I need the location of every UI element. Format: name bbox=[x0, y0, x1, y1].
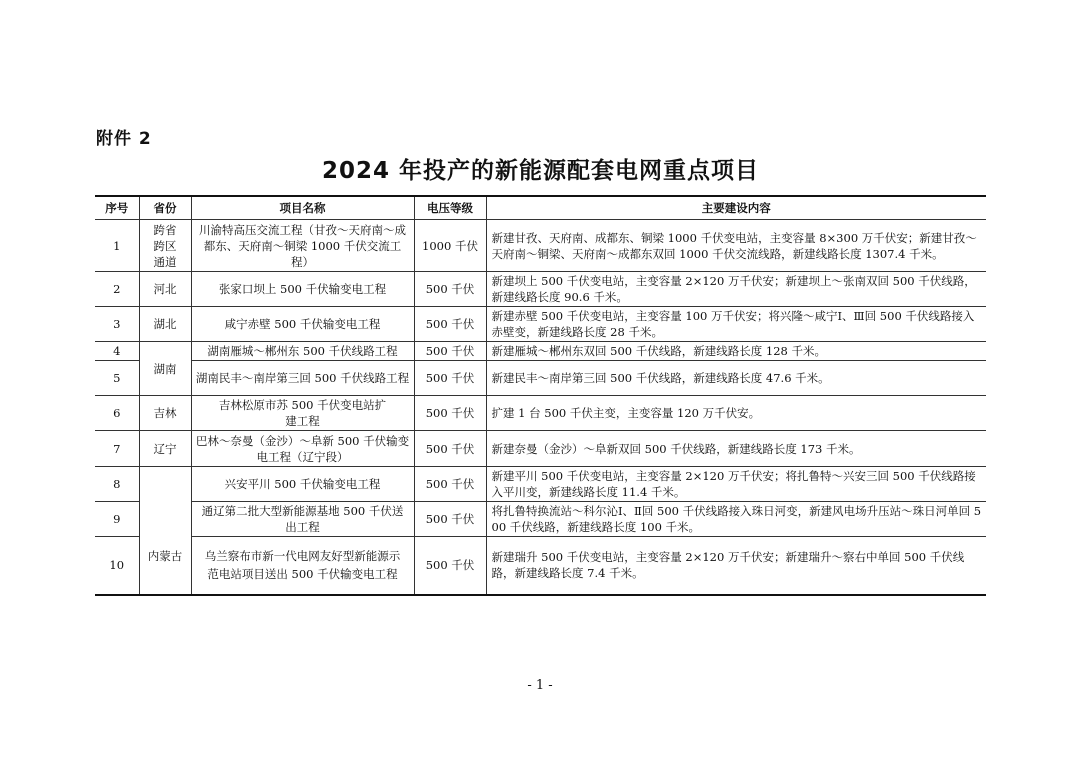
row-project-name: 通辽第二批大型新能源基地 500 千伏送出工程 bbox=[191, 502, 414, 537]
row-content: 新建奈曼（金沙）～阜新双回 500 千伏线路，新建线路长度 173 千米。 bbox=[486, 431, 986, 467]
row-no: 9 bbox=[95, 502, 139, 537]
row-project-name: 张家口坝上 500 千伏输变电工程 bbox=[191, 272, 414, 307]
row-voltage: 500 千伏 bbox=[414, 502, 486, 537]
table-row bbox=[95, 342, 986, 361]
row-content: 扩建 1 台 500 千伏主变，主变容量 120 万千伏安。 bbox=[486, 396, 986, 431]
row-content: 新建瑞升 500 千伏变电站，主变容量 2×120 万千伏安；新建瑞升～察右中单回 500 千伏线路，新建线路长度 7.4 千米。 bbox=[486, 537, 986, 595]
table-row bbox=[95, 537, 986, 595]
row-voltage: 500 千伏 bbox=[414, 272, 486, 307]
row-voltage: 500 千伏 bbox=[414, 431, 486, 467]
row-content: 新建民丰～南岸第三回 500 千伏线路，新建线路长度 47.6 千米。 bbox=[486, 361, 986, 396]
row-voltage: 1000 千伏 bbox=[414, 220, 486, 272]
row-no: 7 bbox=[95, 431, 139, 467]
row-content: 新建雁城～郴州东双回 500 千伏线路，新建线路长度 128 千米。 bbox=[486, 342, 986, 361]
row-content: 将扎鲁特换流站～科尔沁Ⅰ、Ⅱ回 500 千伏线路接入珠日河变，新建风电场升压站～珠日河单回 500 千伏线路，新建线路长度 100 千米。 bbox=[486, 502, 986, 537]
row-province: 内蒙古 bbox=[139, 467, 191, 595]
header-no: 序号 bbox=[95, 196, 139, 220]
table-row bbox=[95, 272, 986, 307]
attachment-label: 附件 2 bbox=[96, 129, 152, 149]
page-title: 2024 年投产的新能源配套电网重点项目 bbox=[321, 158, 760, 184]
row-voltage: 500 千伏 bbox=[414, 537, 486, 595]
row-no: 1 bbox=[95, 220, 139, 272]
row-voltage: 500 千伏 bbox=[414, 342, 486, 361]
header-project-name: 项目名称 bbox=[191, 196, 414, 220]
row-no: 8 bbox=[95, 467, 139, 502]
row-content: 新建甘孜、天府南、成都东、铜梁 1000 千伏变电站，主变容量 8×300 万千伏安；新建甘孜～天府南～铜梁、天府南～成都东双回 1000 千伏交流线路，新建线路长度 1307.4 千米。 bbox=[486, 220, 986, 272]
row-project-name: 湖南民丰～南岸第三回 500 千伏线路工程 bbox=[191, 361, 414, 396]
page-number: - 1 - bbox=[527, 678, 553, 693]
row-project-name: 乌兰察布市新一代电网友好型新能源示范电站项目送出 500 千伏输变电工程 bbox=[191, 537, 414, 595]
row-content: 新建平川 500 千伏变电站，主变容量 2×120 万千伏安；将扎鲁特～兴安三回 500 千伏线路接入平川变，新建线路长度 11.4 千米。 bbox=[486, 467, 986, 502]
table-row bbox=[95, 431, 986, 467]
table-row bbox=[95, 502, 986, 537]
row-province: 河北 bbox=[139, 272, 191, 307]
project-table bbox=[95, 195, 986, 596]
row-no: 3 bbox=[95, 307, 139, 342]
row-province: 湖北 bbox=[139, 307, 191, 342]
header-voltage: 电压等级 bbox=[414, 196, 486, 220]
row-project-name: 吉林松原市苏 500 千伏变电站扩建工程 bbox=[191, 396, 414, 431]
table-row bbox=[95, 396, 986, 431]
table-header-row bbox=[95, 196, 986, 220]
row-content: 新建赤壁 500 千伏变电站，主变容量 100 万千伏安；将兴隆～咸宁Ⅰ、Ⅲ回 500 千伏线路接入赤壁变，新建线路长度 28 千米。 bbox=[486, 307, 986, 342]
table-row bbox=[95, 467, 986, 502]
header-province: 省份 bbox=[139, 196, 191, 220]
row-voltage: 500 千伏 bbox=[414, 361, 486, 396]
row-voltage: 500 千伏 bbox=[414, 307, 486, 342]
row-project-name: 兴安平川 500 千伏输变电工程 bbox=[191, 467, 414, 502]
table-row bbox=[95, 307, 986, 342]
row-province: 辽宁 bbox=[139, 431, 191, 467]
row-voltage: 500 千伏 bbox=[414, 467, 486, 502]
row-project-name: 湖南雁城～郴州东 500 千伏线路工程 bbox=[191, 342, 414, 361]
row-no: 5 bbox=[95, 361, 139, 396]
row-content: 新建坝上 500 千伏变电站，主变容量 2×120 万千伏安；新建坝上～张南双回 500 千伏线路，新建线路长度 90.6 千米。 bbox=[486, 272, 986, 307]
header-content: 主要建设内容 bbox=[486, 196, 986, 220]
table-row bbox=[95, 220, 986, 272]
row-province: 吉林 bbox=[139, 396, 191, 431]
row-no: 4 bbox=[95, 342, 139, 361]
row-province: 湖南 bbox=[139, 342, 191, 396]
table-row bbox=[95, 361, 986, 396]
row-province: 跨省跨区通道 bbox=[139, 220, 191, 272]
row-project-name: 川渝特高压交流工程（甘孜～天府南～成都东、天府南～铜梁 1000 千伏交流工程） bbox=[191, 220, 414, 272]
row-no: 2 bbox=[95, 272, 139, 307]
row-project-name: 巴林～奈曼（金沙）～阜新 500 千伏输变电工程（辽宁段） bbox=[191, 431, 414, 467]
row-no: 6 bbox=[95, 396, 139, 431]
row-project-name: 咸宁赤壁 500 千伏输变电工程 bbox=[191, 307, 414, 342]
row-voltage: 500 千伏 bbox=[414, 396, 486, 431]
row-no: 10 bbox=[95, 537, 139, 595]
